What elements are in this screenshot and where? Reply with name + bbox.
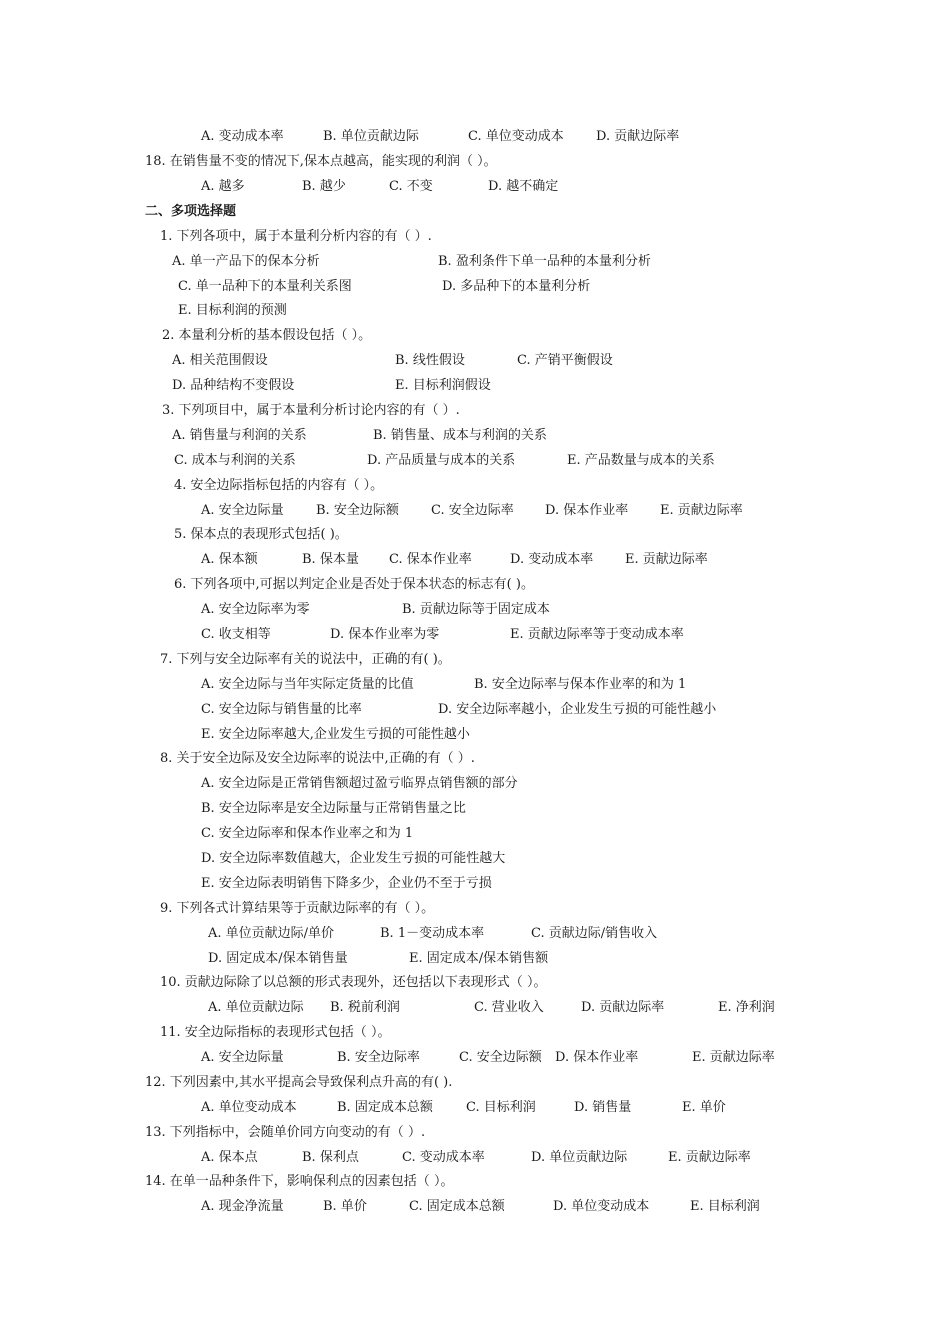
option: A. 越多 [201, 179, 245, 194]
option: B. 越少 [302, 179, 346, 194]
option: B. 保本量 [302, 552, 359, 567]
option: B. 1－变动成本率 [380, 926, 485, 941]
q3-options-row [0, 423, 950, 448]
q13-options-row [0, 1145, 950, 1170]
option: E. 贡献边际率 [668, 1150, 751, 1165]
option: C. 贡献边际/销售收入 [531, 926, 658, 941]
option: A. 安全边际量 [201, 1050, 284, 1065]
option: E. 目标利润的预测 [178, 303, 287, 318]
section-title: 二、多项选择题 [145, 204, 237, 219]
option: A. 单一产品下的保本分析 [172, 254, 320, 269]
question-10-stem: 10. 贡献边际除了以总额的形式表现外，还包括以下表现形式（ ）。 [160, 975, 547, 990]
option: E. 贡献边际率 [692, 1050, 775, 1065]
option: A. 销售量与利润的关系 [172, 428, 307, 443]
question-4-stem: 4. 安全边际指标包括的内容有（ ）。 [174, 478, 384, 493]
question-8-stem: 8. 关于安全边际及安全边际率的说法中,正确的有（ ）. [160, 751, 475, 766]
option: A. 单位变动成本 [201, 1100, 297, 1115]
q7-options-row [0, 697, 950, 722]
q2-options-row [0, 348, 950, 373]
option: E. 净利润 [718, 1000, 775, 1015]
q3-options-row [0, 448, 950, 473]
option: B. 盈利条件下单一品种的本量利分析 [438, 254, 651, 269]
question-7-stem: 7. 下列与安全边际率有关的说法中，正确的有( )。 [160, 652, 451, 667]
q4-options-row [0, 498, 950, 523]
option: E. 目标利润假设 [395, 378, 491, 393]
option: B. 贡献边际等于固定成本 [402, 602, 550, 617]
option: A. 相关范围假设 [172, 353, 268, 368]
option: E. 安全边际表明销售下降多少，企业仍不至于亏损 [201, 876, 492, 891]
option: A. 安全边际量 [201, 503, 284, 518]
q12-options-row [0, 1095, 950, 1120]
option: B. 单价 [323, 1199, 367, 1214]
option: D. 贡献边际率 [596, 129, 680, 144]
option: D. 保本作业率 [555, 1050, 639, 1065]
option: A. 单位贡献边际/单价 [208, 926, 335, 941]
option: A. 保本额 [201, 552, 258, 567]
option: D. 产品质量与成本的关系 [367, 453, 516, 468]
option: C. 安全边际率 [431, 503, 514, 518]
option: C. 单位变动成本 [468, 129, 564, 144]
option: D. 单位贡献边际 [531, 1150, 628, 1165]
q1-options-row [0, 249, 950, 274]
option: A. 安全边际率为零 [201, 602, 310, 617]
question-12-stem: 12. 下列因素中,其水平提高会导致保利点升高的有( ). [145, 1075, 453, 1090]
q9-options-row [0, 921, 950, 946]
option: A. 安全边际与当年实际定货量的比值 [201, 677, 414, 692]
q11-options-row [0, 1045, 950, 1070]
question-13-stem: 13. 下列指标中，会随单价同方向变动的有（ ）. [145, 1125, 426, 1140]
option: C. 安全边际与销售量的比率 [201, 702, 362, 717]
option: E. 安全边际率越大,企业发生亏损的可能性越小 [201, 727, 470, 742]
option: A. 现金净流量 [201, 1199, 284, 1214]
option: A. 变动成本率 [201, 129, 284, 144]
question-5-stem: 5. 保本点的表现形式包括( )。 [174, 527, 348, 542]
q7-options-row [0, 722, 950, 747]
option: A. 安全边际是正常销售额超过盈亏临界点销售额的部分 [201, 776, 518, 791]
option: D. 安全边际率越小，企业发生亏损的可能性越小 [438, 702, 717, 717]
option: C. 营业收入 [474, 1000, 544, 1015]
question-11-stem: 11. 安全边际指标的表现形式包括（ ）。 [160, 1025, 391, 1040]
option: E. 贡献边际率 [660, 503, 743, 518]
option: A. 单位贡献边际 [208, 1000, 304, 1015]
option: E. 固定成本/保本销售额 [409, 951, 549, 966]
option: B. 线性假设 [395, 353, 465, 368]
option: D. 销售量 [574, 1100, 632, 1115]
q1-options-row [0, 274, 950, 299]
option: E. 贡献边际率等于变动成本率 [510, 627, 684, 642]
option: C. 安全边际额 [459, 1050, 542, 1065]
question-1-stem: 1. 下列各项中，属于本量利分析内容的有（ ）. [160, 229, 432, 244]
q14-options-row [0, 1194, 950, 1219]
option: C. 不变 [389, 179, 433, 194]
option: C. 目标利润 [466, 1100, 536, 1115]
option: B. 单位贡献边际 [323, 129, 419, 144]
option: D. 越不确定 [488, 179, 559, 194]
option: E. 单价 [682, 1100, 726, 1115]
option: B. 安全边际率与保本作业率的和为 1 [474, 677, 687, 692]
option: C. 单一品种下的本量利关系图 [178, 279, 352, 294]
question-14-stem: 14. 在单一品种条件下，影响保利点的因素包括（ ）。 [145, 1174, 454, 1189]
option: B. 安全边际额 [316, 503, 399, 518]
option: E. 目标利润 [690, 1199, 760, 1214]
q7-options-row [0, 672, 950, 697]
option: D. 贡献边际率 [581, 1000, 665, 1015]
q18-options [0, 174, 950, 199]
q17-options [0, 124, 950, 149]
option: D. 单位变动成本 [553, 1199, 650, 1214]
q10-options-row [0, 995, 950, 1020]
option: B. 安全边际率是安全边际量与正常销售量之比 [201, 801, 466, 816]
option: D. 多品种下的本量利分析 [442, 279, 591, 294]
option: C. 收支相等 [201, 627, 271, 642]
option: C. 安全边际率和保本作业率之和为 1 [201, 826, 414, 841]
option: D. 保本作业率 [545, 503, 629, 518]
q9-options-row [0, 946, 950, 971]
q6-options-row [0, 597, 950, 622]
option: E. 贡献边际率 [625, 552, 708, 567]
q2-options-row [0, 373, 950, 398]
option: C. 保本作业率 [389, 552, 472, 567]
q5-options-row [0, 547, 950, 572]
question-9-stem: 9. 下列各式计算结果等于贡献边际率的有（ ）。 [160, 901, 435, 916]
question-3-stem: 3. 下列项目中，属于本量利分析讨论内容的有（ ）. [162, 403, 460, 418]
option: D. 变动成本率 [510, 552, 594, 567]
option: C. 产销平衡假设 [517, 353, 613, 368]
option: C. 变动成本率 [402, 1150, 485, 1165]
option: D. 安全边际率数值越大，企业发生亏损的可能性越大 [201, 851, 506, 866]
option: B. 税前利润 [330, 1000, 400, 1015]
question-6-stem: 6. 下列各项中,可据以判定企业是否处于保本状态的标志有( )。 [174, 577, 534, 592]
option: A. 保本点 [201, 1150, 258, 1165]
option: C. 成本与利润的关系 [174, 453, 296, 468]
option: D. 保本作业率为零 [330, 627, 440, 642]
option: C. 固定成本总额 [409, 1199, 505, 1214]
question-2-stem: 2. 本量利分析的基本假设包括（ ）。 [162, 328, 372, 343]
option: B. 保利点 [302, 1150, 359, 1165]
option: B. 固定成本总额 [337, 1100, 433, 1115]
q1-options-row [0, 298, 950, 323]
option: E. 产品数量与成本的关系 [567, 453, 715, 468]
option: D. 固定成本/保本销售量 [208, 951, 348, 966]
option: B. 销售量、成本与利润的关系 [373, 428, 547, 443]
option: B. 安全边际率 [337, 1050, 420, 1065]
question-18-stem: 18. 在销售量不变的情况下,保本点越高，能实现的利润（ ）。 [145, 154, 497, 169]
q6-options-row [0, 622, 950, 647]
option: D. 品种结构不变假设 [172, 378, 295, 393]
